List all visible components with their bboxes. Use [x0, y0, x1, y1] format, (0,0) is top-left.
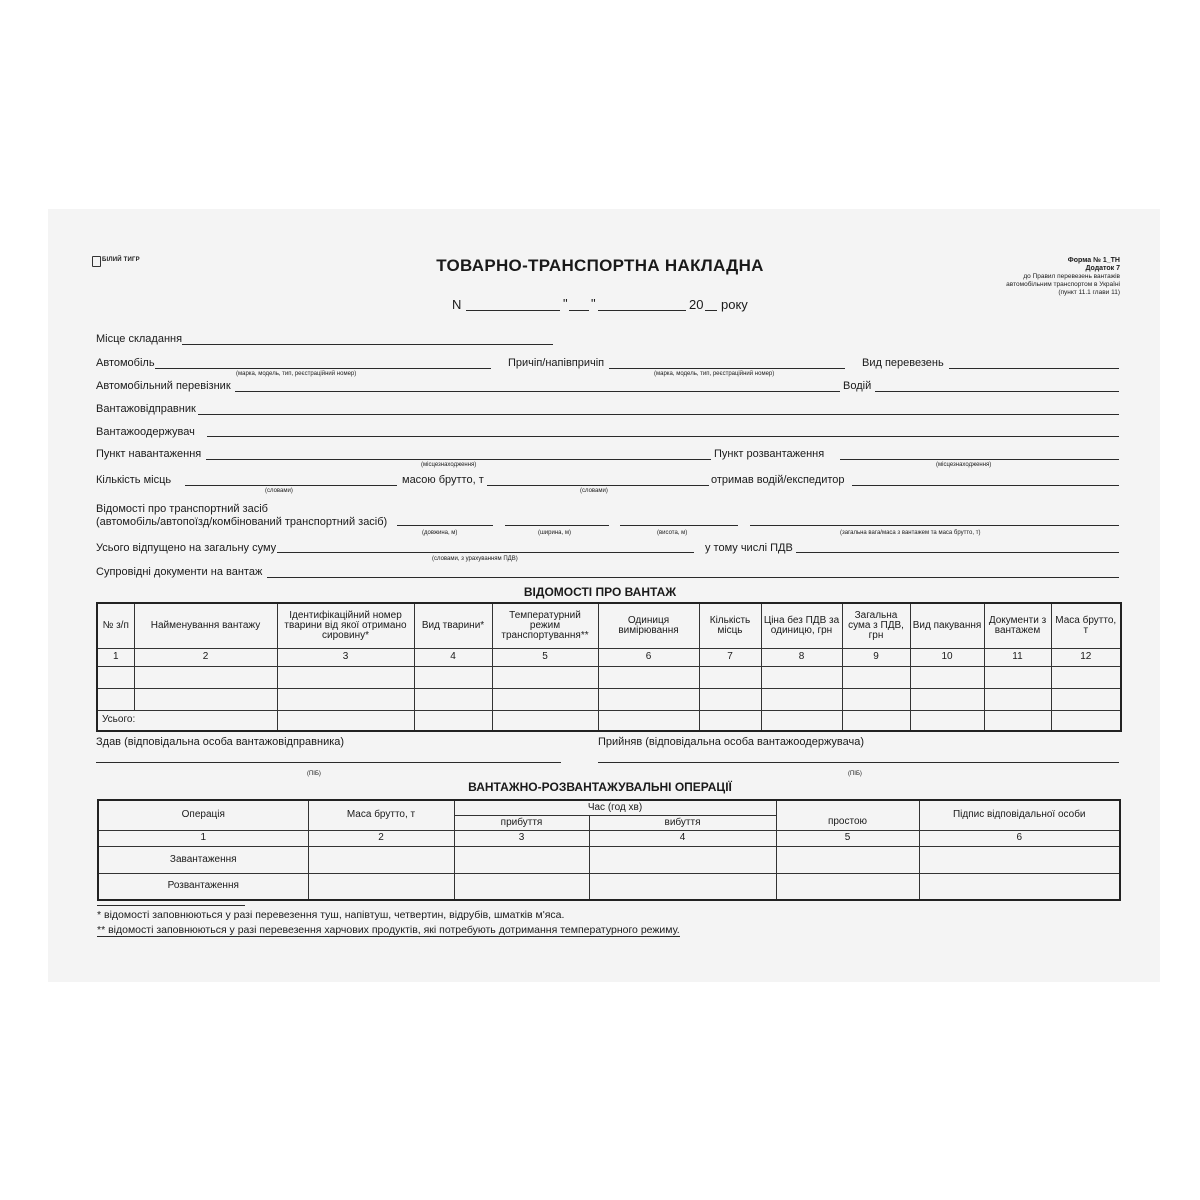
cargo-cell[interactable] [414, 666, 492, 688]
cargo-number-row [97, 648, 1121, 666]
col-number: 6 [598, 648, 699, 666]
col-number: 3 [277, 648, 414, 666]
ops-cell[interactable] [776, 846, 919, 873]
year-prefix: 20 [689, 297, 704, 312]
cargo-cell[interactable] [699, 666, 761, 688]
cargo-cell[interactable] [761, 666, 842, 688]
col-header: Маса брутто, т [1051, 603, 1121, 648]
cargo-cell[interactable] [277, 710, 414, 731]
mass-words-hint: (словами) [580, 488, 608, 494]
cargo-cell[interactable] [134, 688, 277, 710]
ops-cell[interactable] [589, 846, 776, 873]
vehicle-height-field[interactable] [620, 525, 738, 526]
departure-header: вибуття [589, 815, 776, 830]
col-header: Вид тварини* [414, 603, 492, 648]
sent-by-field[interactable] [96, 762, 561, 763]
loading-label: Завантаження [98, 846, 308, 873]
total-weight-hint: (загальна вага/маса з вантажем та маса брутто, т) [840, 530, 981, 536]
ops-cell[interactable] [308, 846, 454, 873]
sent-pib-hint: (ПІБ) [307, 771, 321, 777]
ops-cell[interactable] [454, 873, 589, 900]
place-label: Місце складання [96, 333, 183, 345]
col-header: Найменування вантажу [134, 603, 277, 648]
year-field[interactable] [705, 310, 717, 311]
carrier-field[interactable] [235, 391, 840, 392]
cargo-cell[interactable] [699, 710, 761, 731]
cargo-cell[interactable] [492, 710, 598, 731]
cargo-cell[interactable] [598, 710, 699, 731]
vat-label: у тому числі ПДВ [705, 542, 793, 554]
col-number: 12 [1051, 648, 1121, 666]
cargo-table [96, 602, 1122, 732]
col-number: 7 [699, 648, 761, 666]
col-header: Ідентифікаційний номер тварини від якої отримано сировину* [277, 603, 414, 648]
unloading-label: Розвантаження [98, 873, 308, 900]
transport-kind-field[interactable] [949, 368, 1119, 369]
place-field[interactable] [182, 344, 553, 345]
col-number: 4 [414, 648, 492, 666]
footnote-1: * відомості заповнюються у разі перевезення туш, напівтуш, четвертин, відрубів, шматків м'яса. [97, 909, 565, 921]
idle-header: простою [776, 815, 919, 830]
load-point-label: Пункт навантаження [96, 448, 202, 460]
cargo-cell[interactable] [492, 666, 598, 688]
unload-point-field[interactable] [840, 459, 1119, 460]
cargo-cell[interactable] [842, 688, 910, 710]
col-number: 1 [97, 648, 134, 666]
cargo-cell[interactable] [1051, 666, 1121, 688]
gross-mass-field[interactable] [487, 485, 709, 486]
received-by-consignee-label: Прийняв (відповідальна особа вантажоодержувача) [598, 736, 865, 748]
vehicle-info-label: Відомості про транспортний засіб [96, 503, 268, 515]
quote-open: " [563, 296, 568, 311]
total-sum-label: Усього відпущено на загальну суму [96, 542, 277, 554]
shipper-field[interactable] [198, 414, 1119, 415]
received-by-label: отримав водій/експедитор [711, 474, 845, 486]
cargo-cell[interactable] [134, 666, 277, 688]
col-number: 4 [589, 830, 776, 846]
trailer-label: Причіп/напівпричіп [508, 357, 605, 369]
mass-header: Маса брутто, т [308, 800, 454, 830]
cargo-cell[interactable] [910, 688, 984, 710]
received-by-consignee-field[interactable] [598, 762, 1119, 763]
vehicle-width-field[interactable] [505, 525, 609, 526]
arrival-header: прибуття [454, 815, 589, 830]
number-field[interactable] [466, 310, 560, 311]
cargo-entry-row[interactable] [97, 666, 1121, 688]
ops-cell[interactable] [776, 873, 919, 900]
rules-line-2: автомобільним транспортом в Україні [1006, 281, 1120, 288]
col-number: 3 [454, 830, 589, 846]
logo-text: БІЛИЙ ТИГР [102, 257, 140, 263]
col-number: 5 [776, 830, 919, 846]
cargo-cell[interactable] [598, 688, 699, 710]
load-point-field[interactable] [206, 459, 711, 460]
cargo-cell[interactable] [97, 666, 134, 688]
cargo-cell[interactable] [984, 688, 1051, 710]
form-reference [1006, 257, 1120, 297]
col-number: 2 [308, 830, 454, 846]
received-by-field[interactable] [852, 485, 1119, 486]
ops-cell[interactable] [919, 846, 1120, 873]
driver-field[interactable] [875, 391, 1119, 392]
unload-location-hint: (місцезнаходження) [936, 462, 992, 468]
consignee-field[interactable] [207, 436, 1119, 437]
cargo-cell[interactable] [761, 710, 842, 731]
cargo-cell[interactable] [414, 710, 492, 731]
col-header: Температурний режим транспортування** [492, 603, 598, 648]
cargo-cell[interactable] [414, 688, 492, 710]
day-field[interactable] [569, 310, 589, 311]
length-hint: (довжина, м) [422, 530, 458, 536]
time-header: Час (год хв) [454, 800, 776, 815]
cargo-cell[interactable] [277, 688, 414, 710]
col-number: 2 [134, 648, 277, 666]
col-number: 9 [842, 648, 910, 666]
cargo-cell[interactable] [598, 666, 699, 688]
col-number: 11 [984, 648, 1051, 666]
number-prefix: N [452, 297, 462, 312]
document-title: ТОВАРНО-ТРАНСПОРТНА НАКЛАДНА [436, 256, 764, 275]
trailer-hint: (марка, модель, тип, реєстраційний номер) [654, 371, 775, 377]
col-header: Одиниця вимірювання [598, 603, 699, 648]
quote-close: " [591, 296, 596, 311]
cargo-cell[interactable] [842, 666, 910, 688]
loading-row [98, 846, 1120, 873]
auto-hint: (марка, модель, тип, реєстраційний номер) [236, 371, 357, 377]
cargo-cell[interactable] [910, 710, 984, 731]
trailer-field[interactable] [609, 368, 845, 369]
ops-cell[interactable] [589, 873, 776, 900]
col-number: 5 [492, 648, 598, 666]
signature-header: Підпис відповідальної особи [919, 800, 1120, 830]
cargo-cell[interactable] [492, 688, 598, 710]
rules-line-3: (пункт 11.1 глави 11) [1058, 289, 1120, 296]
appendix-label: Додаток 7 [1085, 265, 1120, 272]
gross-mass-label: масою брутто, т [402, 474, 484, 486]
load-location-hint: (місцезнаходження) [421, 462, 477, 468]
cargo-cell[interactable] [910, 666, 984, 688]
driver-label: Водій [843, 380, 872, 392]
received-pib-hint: (ПІБ) [848, 771, 862, 777]
sum-hint: (словами, з урахуванням ПДВ) [432, 556, 518, 562]
cargo-header-row [97, 603, 1121, 648]
col-header: Документи з вантажем [984, 603, 1051, 648]
month-field[interactable] [598, 310, 686, 311]
consignee-label: Вантажоодержувач [96, 426, 195, 438]
shipper-label: Вантажовідправник [96, 403, 196, 415]
col-number: 10 [910, 648, 984, 666]
vat-field[interactable] [796, 552, 1119, 553]
footnote-divider [97, 905, 245, 906]
cargo-section-title: ВІДОМОСТІ ПРО ВАНТАЖ [523, 585, 677, 599]
ops-number-row [98, 830, 1120, 846]
docs-field[interactable] [267, 577, 1119, 578]
vehicle-type-label: (автомобіль/автопоїзд/комбінований транспортний засіб) [96, 516, 388, 528]
carrier-label: Автомобільний перевізник [96, 380, 231, 392]
cargo-cell[interactable] [984, 666, 1051, 688]
transport-kind-label: Вид перевезень [862, 357, 944, 369]
docs-label: Супровідні документи на вантаж [96, 566, 263, 578]
places-count-field[interactable] [185, 485, 397, 486]
col-header: Кількість місць [699, 603, 761, 648]
operations-table [97, 799, 1121, 901]
col-header: № з/п [97, 603, 134, 648]
total-sum-field[interactable] [277, 552, 694, 553]
total-label: Усього: [97, 710, 277, 731]
footnote-2: ** відомості заповнюються у разі перевезення харчових продуктів, які потребують дотримання температурного режиму. [97, 924, 680, 936]
width-hint: (ширина, м) [538, 530, 571, 536]
cargo-cell[interactable] [1051, 688, 1121, 710]
cargo-cell[interactable] [984, 710, 1051, 731]
cargo-cell[interactable] [97, 688, 134, 710]
cargo-cell[interactable] [699, 688, 761, 710]
idle-header-top [776, 800, 919, 815]
places-count-label: Кількість місць [96, 474, 172, 486]
cargo-cell[interactable] [277, 666, 414, 688]
auto-label: Автомобіль [96, 357, 155, 369]
cargo-cell[interactable] [761, 688, 842, 710]
col-header: Вид пакування [910, 603, 984, 648]
cargo-total-row [97, 710, 1121, 731]
col-number: 8 [761, 648, 842, 666]
cargo-cell[interactable] [842, 710, 910, 731]
rules-line-1: до Правил перевезень вантажів [1023, 273, 1120, 280]
ops-section-title: ВАНТАЖНО-РОЗВАНТАЖУВАЛЬНІ ОПЕРАЦІЇ [468, 780, 732, 794]
height-hint: (висота, м) [657, 530, 688, 536]
col-header: Ціна без ПДВ за одиницю, грн [761, 603, 842, 648]
operation-header: Операція [98, 800, 308, 830]
unloading-row [98, 873, 1120, 900]
ops-cell[interactable] [454, 846, 589, 873]
unload-point-label: Пункт розвантаження [714, 448, 825, 460]
ops-cell[interactable] [308, 873, 454, 900]
col-number: 6 [919, 830, 1120, 846]
vehicle-total-weight-field[interactable] [750, 525, 1119, 526]
form-number: Форма № 1_ТН [1067, 257, 1120, 264]
sent-by-label: Здав (відповідальна особа вантажовідправника) [96, 736, 345, 748]
vehicle-length-field[interactable] [397, 525, 493, 526]
auto-field[interactable] [155, 368, 491, 369]
ops-cell[interactable] [919, 873, 1120, 900]
col-header: Загальна сума з ПДВ, грн [842, 603, 910, 648]
cargo-entry-row[interactable] [97, 688, 1121, 710]
places-words-hint: (словами) [265, 488, 293, 494]
year-suffix: року [721, 297, 748, 312]
cargo-cell[interactable] [1051, 710, 1121, 731]
col-number: 1 [98, 830, 308, 846]
